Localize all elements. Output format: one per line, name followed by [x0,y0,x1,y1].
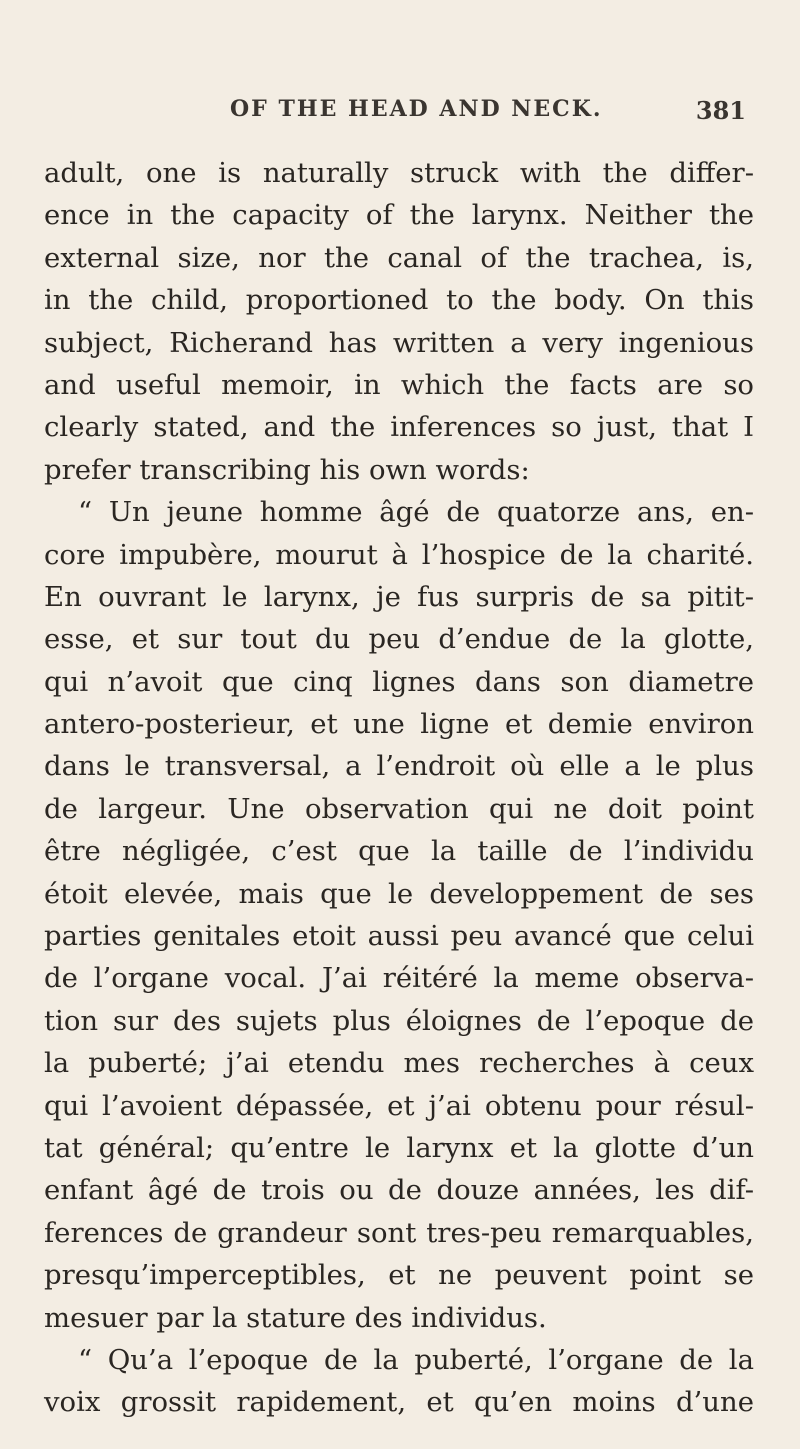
text-line: esse, et sur tout du peu d’endue de la glotte, [44,623,754,656]
text-line: antero-posterieur, et une ligne et demie environ [44,708,754,741]
text-line: qui n’avoit que cinq lignes dans son diametre [44,665,754,698]
running-title: OF THE HEAD AND NECK. [230,96,603,122]
text-line: presqu’imperceptibles, et ne peuvent point se [44,1259,754,1292]
text-line: prefer transcribing his own words: [44,453,530,486]
text-line: ferences de grandeur sont tres-peu remarquables, [44,1216,754,1249]
text-line: être négligée, c’est que la taille de l’individu [44,835,754,868]
text-line: de l’organe vocal. J’ai réitéré la meme observa- [44,962,754,995]
text-line: “ Qu’a l’epoque de la puberté, l’organe de la [78,1343,754,1376]
text-line: voix grossit rapidement, et qu’en moins d’une [44,1386,754,1419]
text-line: adult, one is naturally struck with the differ- [44,157,754,189]
text-line: mesuer par la stature des individus. [44,1301,547,1334]
text-line: clearly stated, and the inferences so just, that I [44,411,754,444]
text-line: la puberté; j’ai etendu mes recherches à ceux [44,1047,754,1080]
text-line: dans le transversal, a l’endroit où elle a le plus [44,750,754,783]
text-line: étoit elevée, mais que le developpement de ses [44,877,754,910]
text-line: external size, nor the canal of the trachea, is, [44,241,754,274]
text-line: de largeur. Une observation qui ne doit point [44,792,754,825]
body-text [44,152,754,1424]
text-line: in the child, proportioned to the body. On this [44,284,754,317]
text-line: qui l’avoient dépassée, et j’ai obtenu pour résul- [44,1089,754,1122]
running-head [0,96,800,136]
text-line: subject, Richerand has written a very ingenious [44,326,754,359]
text-line: core impubère, mourut à l’hospice de la charité. [44,538,754,571]
text-line: ence in the capacity of the larynx. Neither the [44,199,754,232]
page-number: 381 [695,96,746,125]
text-line: En ouvrant le larynx, je fus surpris de sa pitit- [44,580,754,613]
text-line: tion sur des sujets plus éloignes de l’epoque de [44,1004,754,1037]
text-line: “ Un jeune homme âgé de quatorze ans, en- [78,496,754,529]
text-line: parties genitales etoit aussi peu avancé que celui [44,920,754,953]
text-line: enfant âgé de trois ou de douze années, les dif- [44,1174,754,1207]
text-line: and useful memoir, in which the facts are so [44,368,754,401]
text-line: tat général; qu’entre le larynx et la glotte d’un [44,1131,754,1164]
